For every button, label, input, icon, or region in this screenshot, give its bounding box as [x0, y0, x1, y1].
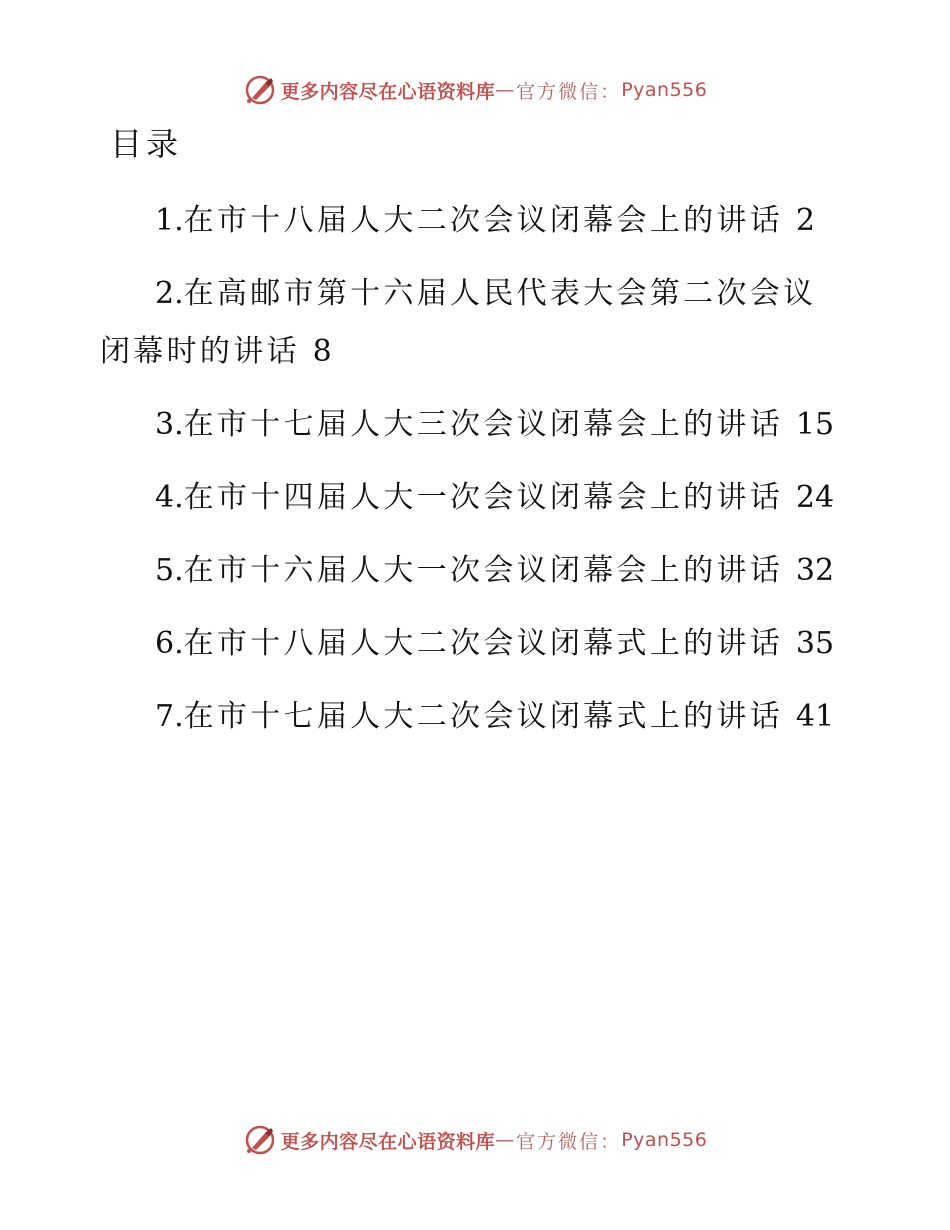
toc-entry-number: 4. — [155, 480, 184, 515]
toc-entry-page: 2 — [795, 203, 815, 238]
toc-entry-text: 在市十八届人大二次会议闭幕会上的讲话 — [183, 203, 784, 238]
toc-entry[interactable] — [100, 615, 840, 673]
toc-entry[interactable] — [100, 396, 840, 454]
toc-entry-text: 在市十八届人大二次会议闭幕式上的讲话 — [183, 626, 784, 661]
toc-entry[interactable] — [100, 192, 840, 250]
toc-entry[interactable] — [100, 265, 840, 381]
toc-entry-text: 在市十七届人大二次会议闭幕式上的讲话 — [183, 699, 784, 734]
banner-sub-text: 官方微信： — [516, 1130, 622, 1153]
header-banner — [0, 70, 950, 110]
banner-main-text: 更多内容尽在心语资料库 — [280, 80, 496, 103]
banner-account: Pyan556 — [621, 1129, 708, 1151]
banner-account: Pyan556 — [621, 79, 708, 101]
toc-entry-page: 41 — [795, 699, 835, 734]
banner-main-text: 更多内容尽在心语资料库 — [280, 1130, 496, 1153]
toc-entry-number: 3. — [155, 407, 184, 442]
toc-entry-number: 1. — [155, 203, 184, 238]
toc-list — [100, 192, 840, 761]
toc-entry[interactable] — [100, 542, 840, 600]
toc-entry-page: 15 — [795, 407, 835, 442]
banner-dash: — — [495, 79, 517, 101]
toc-entry[interactable] — [100, 688, 840, 746]
toc-entry-text: 在高邮市第十六届人民代表大会第二次会议闭幕时的讲话 — [100, 276, 817, 369]
footer-banner — [0, 1120, 950, 1160]
toc-entry-text: 在市十六届人大一次会议闭幕会上的讲话 — [183, 553, 784, 588]
toc-entry[interactable] — [100, 469, 840, 527]
toc-entry-page: 24 — [795, 480, 835, 515]
banner-sub-text: 官方微信： — [516, 80, 622, 103]
toc-title: 目录 — [110, 125, 183, 163]
toc-entry-number: 5. — [155, 553, 184, 588]
toc-entry-page: 35 — [795, 626, 835, 661]
pen-nib-logo-icon — [243, 73, 277, 107]
toc-entry-number: 7. — [155, 699, 184, 734]
pen-nib-logo-icon — [243, 1123, 277, 1157]
toc-entry-page: 8 — [312, 334, 332, 369]
toc-entry-text: 在市十四届人大一次会议闭幕会上的讲话 — [183, 480, 784, 515]
toc-entry-number: 6. — [155, 626, 184, 661]
toc-entry-text: 在市十七届人大三次会议闭幕会上的讲话 — [183, 407, 784, 442]
banner-dash: — — [495, 1129, 517, 1151]
toc-entry-page: 32 — [795, 553, 835, 588]
toc-entry-number: 2. — [155, 276, 184, 311]
